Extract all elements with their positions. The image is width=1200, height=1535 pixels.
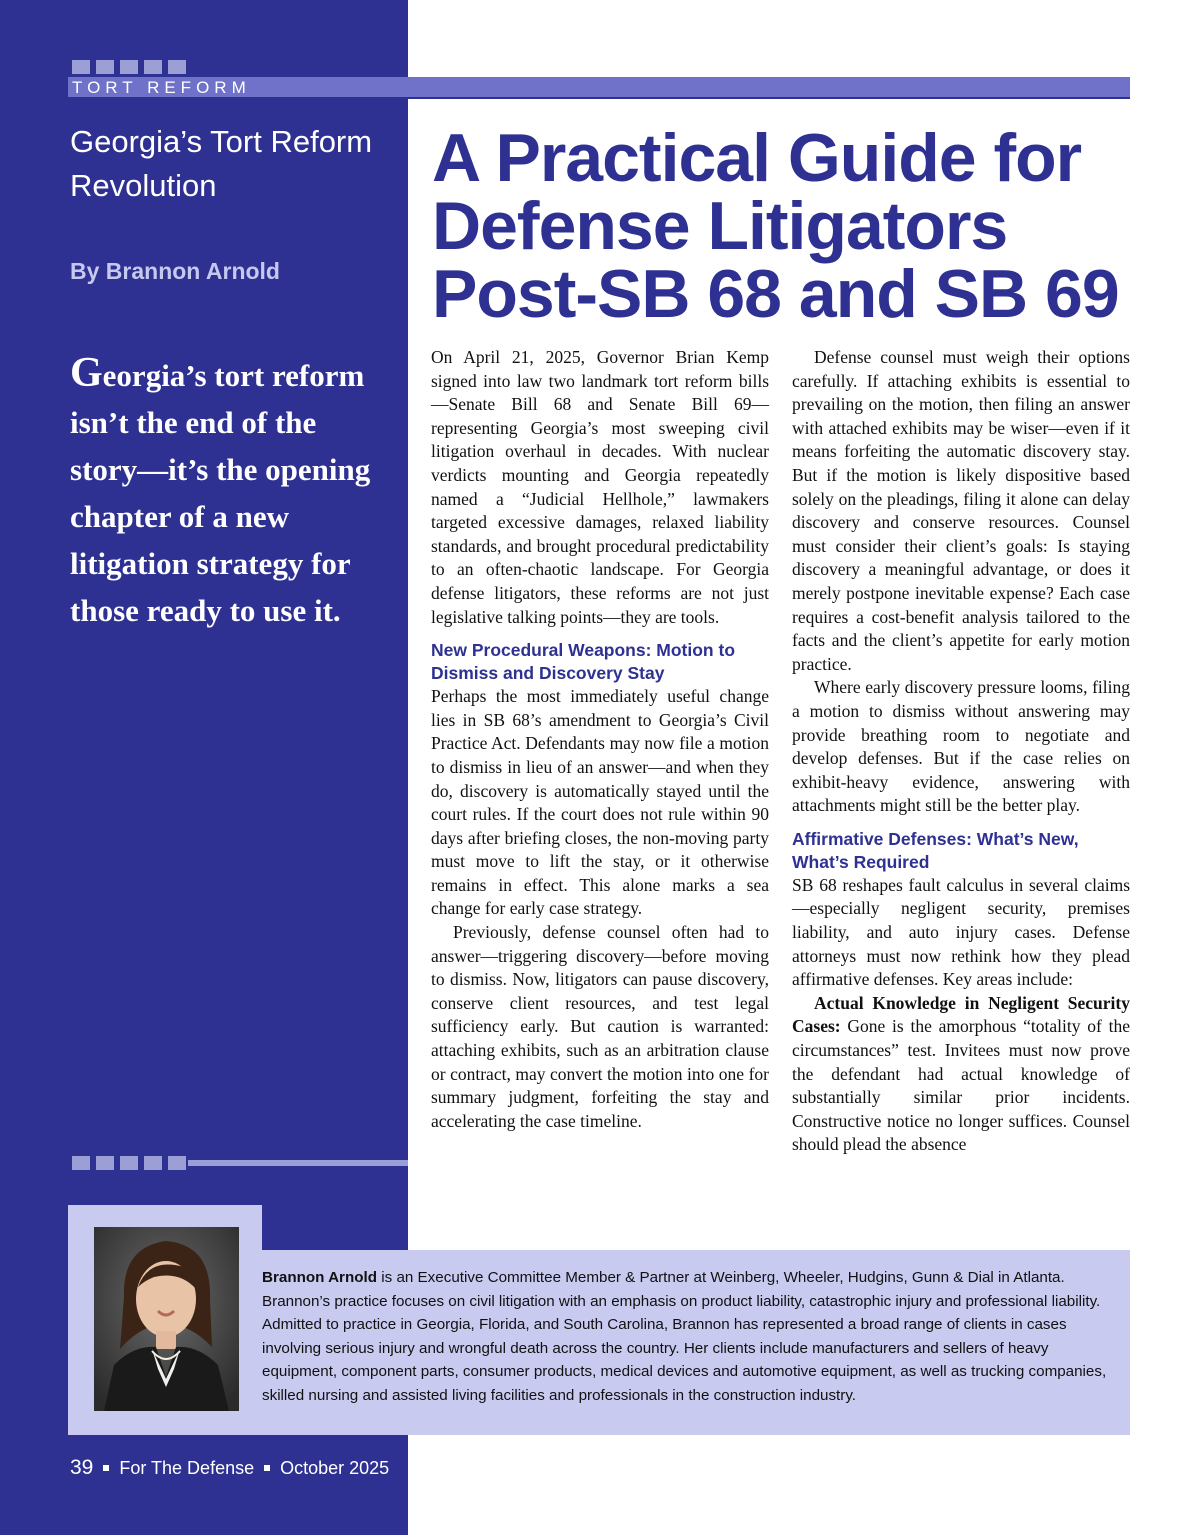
subheading: New Procedural Weapons: Motion to Dismiss and Discovery Stay (431, 640, 736, 684)
pull-quote-drop-cap: G (70, 350, 103, 396)
decorative-squares-bottom (72, 1156, 186, 1170)
article-column-left (431, 346, 769, 1133)
article-headline: A Practical Guide for Defense Litigators Post-SB 68 and SB 69 (432, 120, 1119, 332)
author-photo (94, 1227, 239, 1411)
author-bio (262, 1266, 1114, 1407)
paragraph: On April 21, 2025, Governor Brian Kemp signed into law two landmark tort reform bills—Senate Bill 68 and Senate Bill 69—representing Georgia’s most sweeping civil litigation overhaul in decades. With nuclear verdicts mounting and Georgia repeatedly named a “Judicial Hellhole,” lawmakers targeted excessive damages, relaxed liability standards, and brought procedural predictability to an often-chaotic landscape. For Georgia defense litigators, these reforms are not just legislative talking points—they are tools. (431, 347, 769, 627)
decorative-squares-top (72, 60, 186, 74)
author-portrait-icon (94, 1227, 239, 1411)
separator-icon (103, 1465, 109, 1471)
section-label: TORT REFORM (72, 78, 251, 97)
author-bio-name: Brannon Arnold (262, 1269, 378, 1286)
series-title: Georgia’s Tort Reform Revolution (70, 124, 373, 203)
inline-bold-term: Actual Knowledge in Negligent Security Cases: (792, 992, 1130, 1037)
section-bar-rule (408, 97, 1130, 99)
paragraph (792, 992, 1130, 1157)
separator-icon (264, 1465, 270, 1471)
publication-name: For The Defense (119, 1458, 255, 1478)
byline: By Brannon Arnold (70, 258, 280, 284)
pull-quote (70, 350, 390, 634)
subheading: Affirmative Defenses: What’s New, What’s Required (792, 828, 1079, 872)
paragraph: Where early discovery pressure looms, filing a motion to dismiss without answering may provide breathing room to negotiate and develop defenses. But if the case relies on exhibit-heavy evidence, answering with attachments might still be the better play. (792, 677, 1130, 816)
paragraph: Defense counsel must weigh their options carefully. If attaching exhibits is essential to prevailing on the motion, then filing an answer with attached exhibits may be wiser—even if it means forfeiting the automatic discovery stay. But if the motion is likely dispositive based solely on the pleadings, filing it alone can delay discovery and conserve resources. Counsel must consider their client’s goals: Is staying discovery a meaningful advantage, or does it merely postpone inevitable expense? Each case requires a cost-benefit analysis tailored to the facts and the client’s appetite for early motion practice. (792, 347, 1130, 674)
paragraph-text: Gone is the amorphous “totality of the circumstances” test. Invitees must now prove the defendant had actual knowledge of substantially similar prior incidents. Constructive notice no longer suffices. Counsel should plead the absence (792, 1016, 1130, 1155)
decorative-rule (188, 1160, 408, 1166)
paragraph: SB 68 reshapes fault calculus in several claims—especially negligent security, premises liability, and auto injury cases. Defense attorneys must now rethink how they plead affirmative defenses. Key areas include: (792, 874, 1130, 990)
author-bio-text: is an Executive Committee Member & Partner at Weinberg, Wheeler, Hudgins, Gunn & Dial in Atlanta. Brannon’s practice focuses on civil litigation with an emphasis on product liability, catastrophic injury and professional liability. Admitted to practice in Georgia, Florida, and South Carolina, Brannon has represented a broad range of clients in cases involving serious injury and wrongful death across the country. Her clients include manufacturers and sellers of heavy equipment, component parts, consumer products, medical devices and automotive equipment, as well as trucking companies, skilled nursing and assisted living facilities and professionals in the construction industry. (262, 1269, 1107, 1404)
pull-quote-text: eorgia’s tort reform isn’t the end of the story—it’s the opening chapter of a new litigation strategy for those ready to use it. (70, 358, 371, 628)
paragraph: Previously, defense counsel often had to answer—triggering discovery—before moving to dismiss. Now, litigators can pause discovery, conserve client resources, and test legal sufficiency early. But caution is warranted: attaching exhibits, such as an arbitration clause or contract, may convert the motion into one for summary judgment, forfeiting the stay and accelerating the case timeline. (431, 922, 769, 1131)
page-number: 39 (70, 1456, 94, 1479)
paragraph: Perhaps the most immediately useful change lies in SB 68’s amendment to Georgia’s Civil Practice Act. Defendants may now file a motion to dismiss in lieu of an answer—and when they do, discovery is automatically stayed until the court rules. If the court does not rule within 90 days after briefing closes, the non-moving party must move to lift the stay, or it otherwise remains in effect. This alone marks a sea change for early case strategy. (431, 686, 769, 919)
issue-date: October 2025 (280, 1458, 390, 1478)
page-footer (70, 1456, 389, 1480)
article-column-right (792, 346, 1130, 1157)
